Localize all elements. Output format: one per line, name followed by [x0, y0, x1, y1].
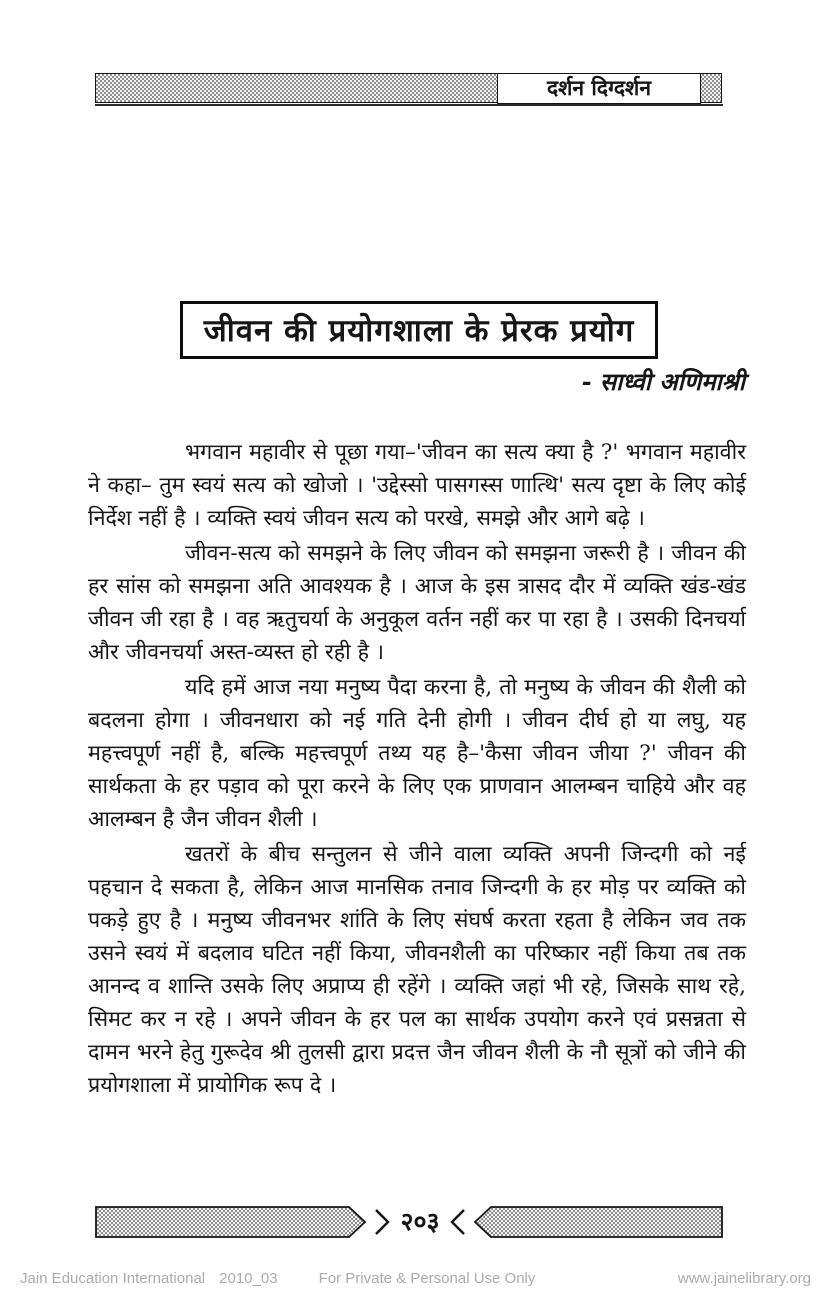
- running-title-box: [497, 73, 701, 104]
- article-title-box: [180, 301, 658, 359]
- imprint-publisher: [20, 1270, 278, 1287]
- imprint-edition-code: 2010_03: [219, 1270, 278, 1287]
- imprint-website: www.jainelibrary.org: [677, 1270, 811, 1287]
- running-title: दर्शन दिग्दर्शन: [547, 75, 651, 100]
- chevron-left-icon: [450, 1207, 466, 1237]
- article-body: [88, 436, 746, 1104]
- imprint-publisher-text: Jain Education International: [20, 1270, 206, 1287]
- article-title: जीवन की प्रयोगशाला के प्रेरक प्रयोग: [203, 313, 635, 349]
- footer-right-bar: [473, 1206, 723, 1238]
- header-rule-bar: [95, 73, 722, 103]
- article-byline: - साध्वी अणिमाश्री: [581, 367, 745, 396]
- footer-left-bar: [95, 1206, 367, 1238]
- chevron-right-icon: [374, 1207, 390, 1237]
- paragraph-3: यदि हमें आज नया मनुष्य पैदा करना है, तो मनुष्य के जीवन की शैली को बदलना होगा । जीवनधारा को नई गति देनी होगी । जीवन दीर्घ हो या लघु, यह महत्त्वपूर्ण नहीं है, बल्कि महत्त्वपूर्ण तथ्य यह है–'कैसा जीवन जीया ?' जीवन की सार्थकता के हर पड़ाव को पूरा करने के लिए एक प्राणवान आलम्बन चाहिये और वह आलम्बन है जैन जीवन शैली ।: [88, 675, 746, 832]
- paragraph-1: भगवान महावीर से पूछा गया–'जीवन का सत्य क्या है ?' भगवान महावीर ने कहा– तुम स्वयं सत्य को खोजो । 'उद्देस्सो पासगस्स णात्थि' सत्य दृष्टा के लिए कोई निर्देश नहीं है । व्यक्ति स्वयं जीवन सत्य को परखे, समझे और आगे बढ़े ।: [88, 440, 746, 531]
- footer-rule: [95, 1205, 723, 1239]
- page-number: २०३: [400, 1207, 440, 1236]
- header-underline: [95, 104, 723, 106]
- imprint-line: [0, 1270, 828, 1294]
- paragraph-4: खतरों के बीच सन्तुलन से जीने वाला व्यक्ति अपनी जिन्दगी को नई पहचान दे सकता है, लेकिन आज मानसिक तनाव जिन्दगी के हर मोड़ पर व्यक्ति को पकड़े हुए है । मनुष्य जीवनभर शांति के लिए संघर्ष करता रहता है लेकिन जव तक उसने स्वयं में बदलाव घटित नहीं किया, जीवनशैली का परिष्कार नहीं किया तब तक आनन्द व शान्ति उसके लिए अप्राप्य ही रहेंगे । व्यक्ति जहां भी रहे, जिसके साथ रहे, सिमट कर न रहे । अपने जीवन के हर पल का सार्थक उपयोग करने एवं प्रसन्नता से दामन भरने हेतु गुरूदेव श्री तुलसी द्वारा प्रदत्त जैन जीवन शैली के नौ सूत्रों को जीने की प्रयोगशाला में प्रायोगिक रूप दे ।: [88, 842, 746, 1098]
- paragraph-2: जीवन-सत्य को समझने के लिए जीवन को समझना जरूरी है । जीवन की हर सांस को समझना अति आवश्यक है । आज के इस त्रासद दौर में व्यक्ति खंड-खंड जीवन जी रहा है । वह ऋतुचर्या के अनुकूल वर्तन नहीं कर पा रहा है । उसकी दिनचर्या और जीवनचर्या अस्त-व्यस्त हो रही है ।: [88, 541, 746, 665]
- imprint-usage-notice: For Private & Personal Use Only: [318, 1270, 536, 1287]
